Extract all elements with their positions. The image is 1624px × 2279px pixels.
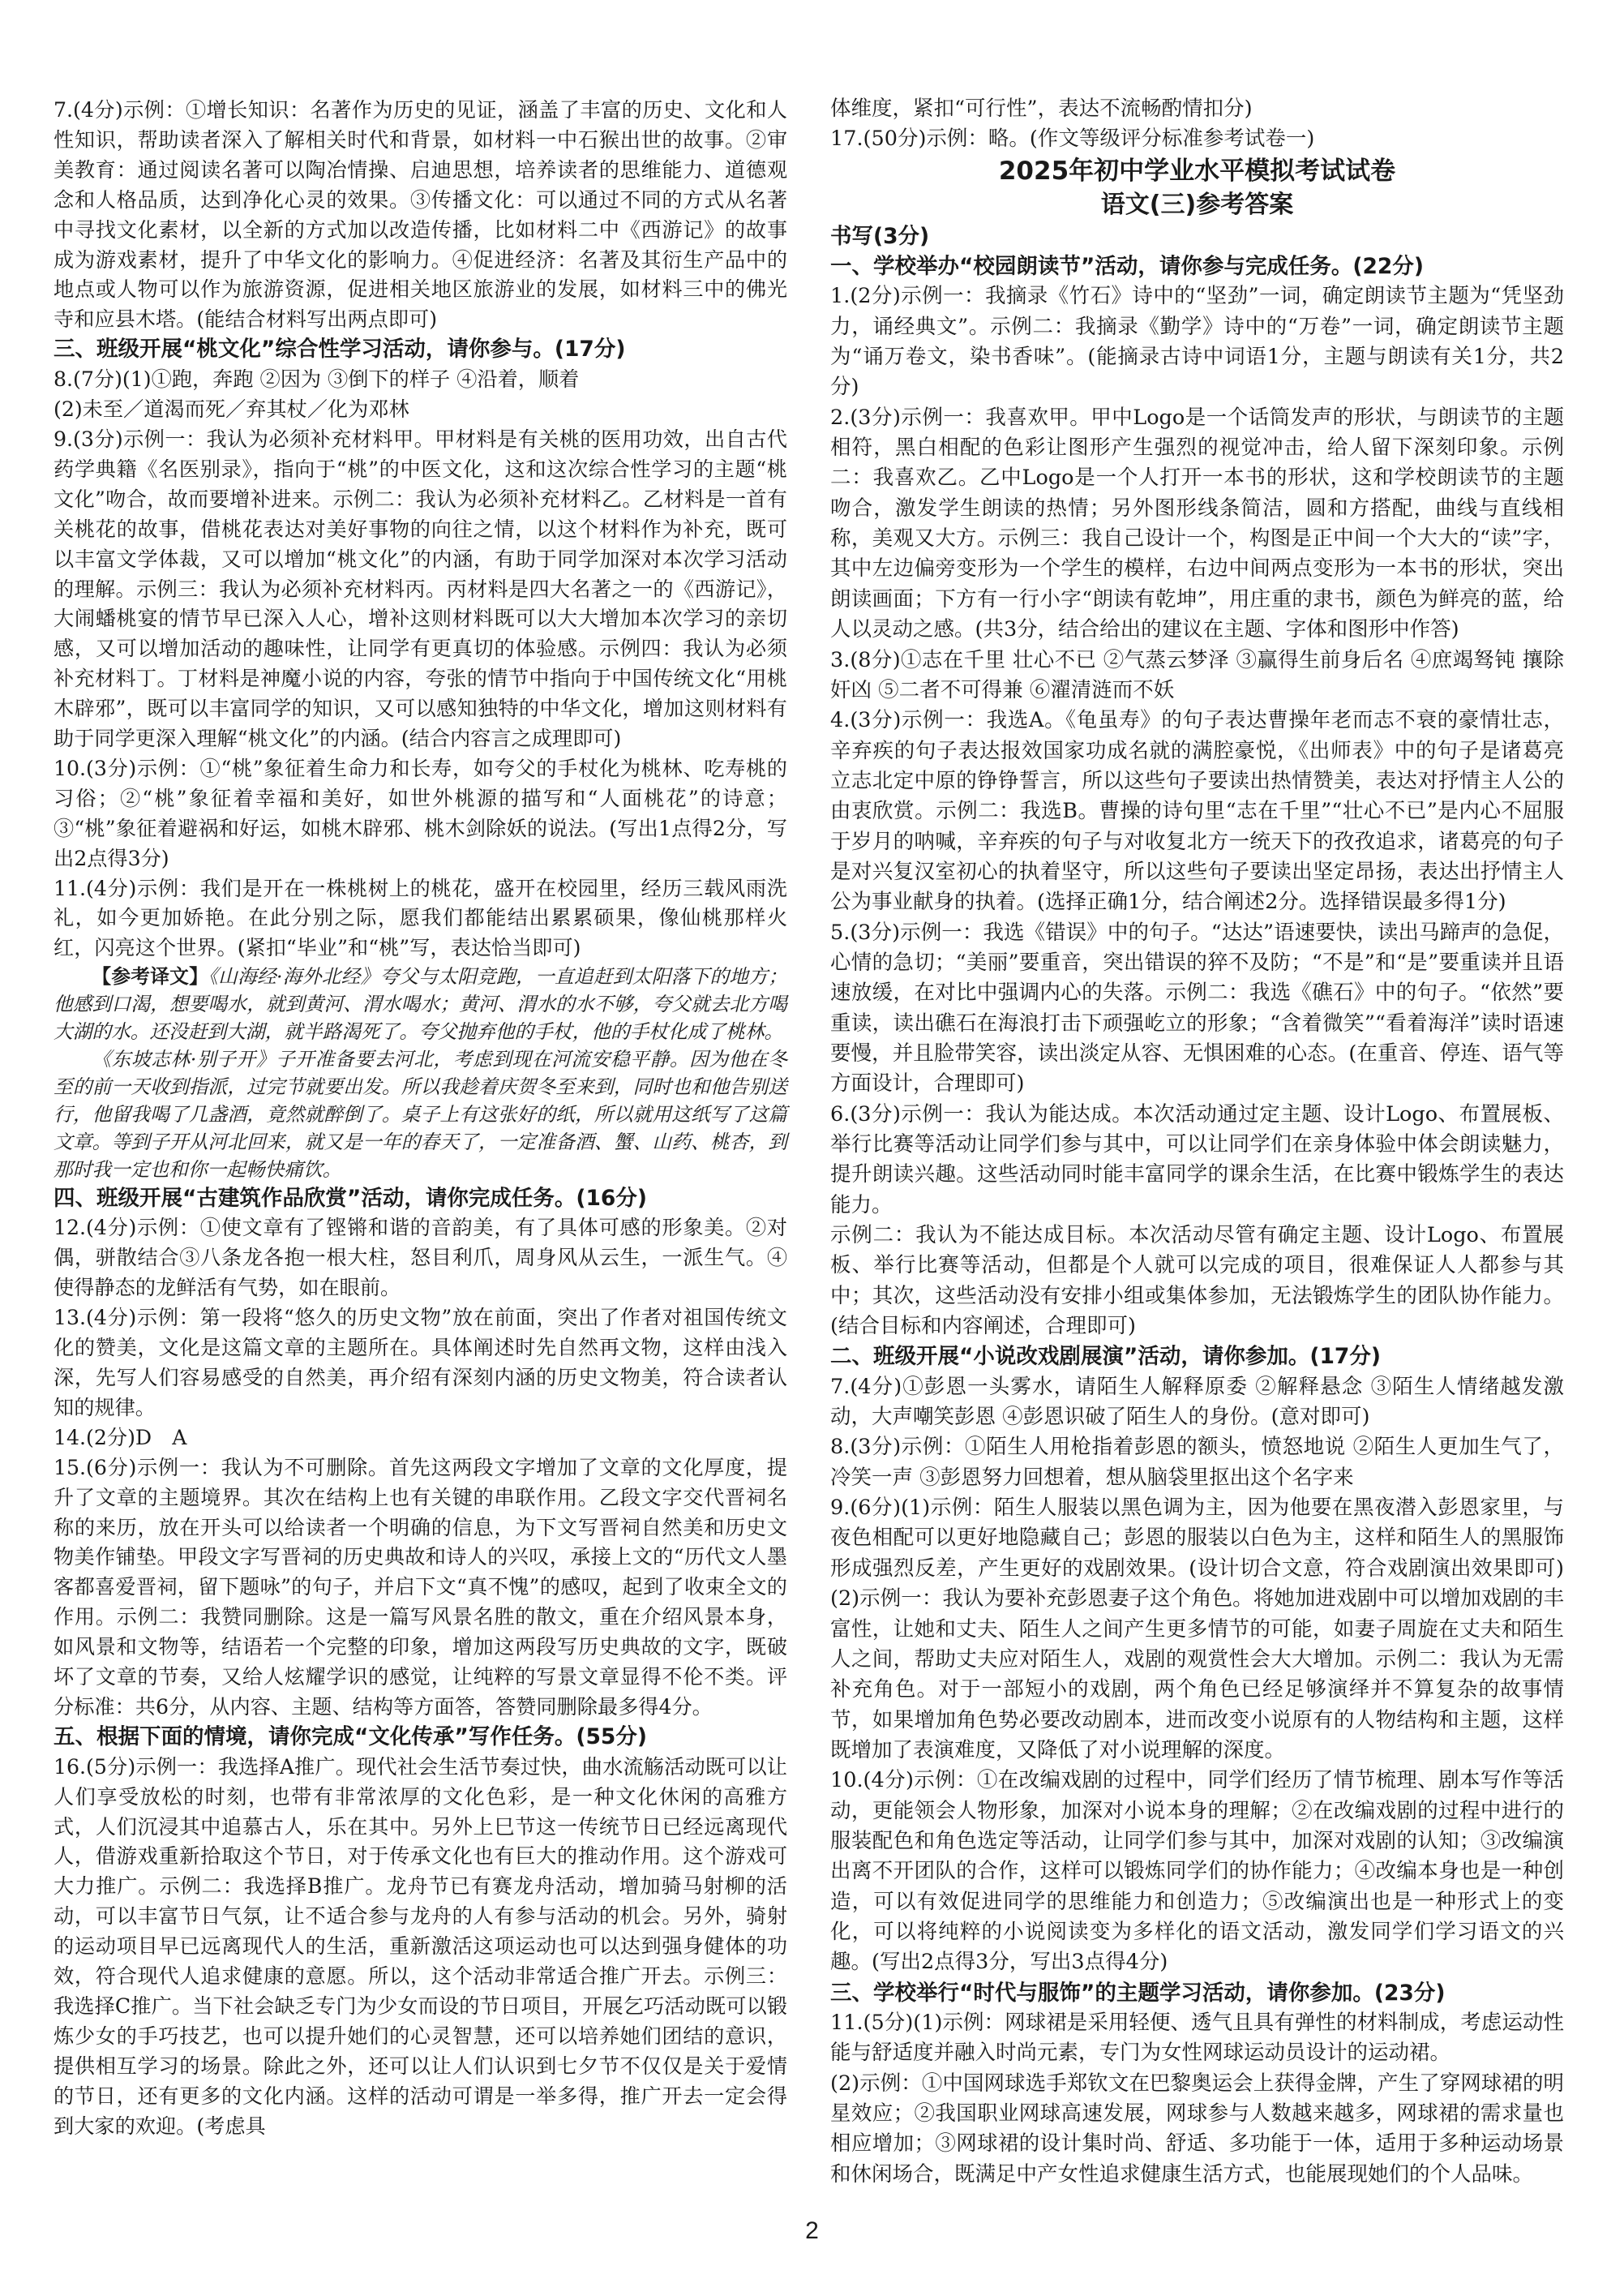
answer-paragraph: 3.(8分)①志在千里 壮心不已 ②气蒸云梦泽 ③赢得生前身后名 ④庶竭驽钝 攘除奸凶 ⑤二者不可得兼 ⑥濯清涟而不妖: [830, 647, 1564, 702]
answer-paragraph: 13.(4分)示例：第一段将“悠久的历史文物”放在前面，突出了作者对祖国传统文化的赞美，文化是这篇文章的主题所在。具体阐述时先自然再文物，这样由浅入深，先写人们容易感受的自然美，再介绍有深刻内涵的历史文物美，符合读者认知的规律。: [54, 1306, 787, 1419]
answer-paragraph: 5.(3分)示例一：我选《错误》中的句子。“达达”语速要快，读出马蹄声的急促，心情的急切；“美丽”要重音，突出错误的猝不及防；“不是”和“是”要重读并且语速放缓，在对比中强调内心的失落。示例二：我选《礁石》中的句子。“依然”要重读，读出礁石在海浪打击下顽强屹立的形象；“含着微笑”“看着海洋”读时语速要慢，并且脸带笑容，读出淡定从容、无惧困难的心态。(在重音、停连、语气等方面设计，合理即可): [830, 920, 1564, 1097]
answer-paragraph: 7.(4分)①彭恩一头雾水，请陌生人解释原委 ②解释悬念 ③陌生人情绪越发激动，大声嘲笑彭恩 ④彭恩识破了陌生人的身份。(意对即可): [830, 1374, 1564, 1430]
answer-paragraph: 示例二：我认为不能达成目标。本次活动尽管有确定主题、设计Logo、布置展板、举行比赛等活动，但都是个人就可以完成的项目，很难保证人人都参与其中；其次，这些活动没有安排小组或集体参加，无法锻炼学生的团队协作能力。(结合目标和内容阐述，合理即可): [830, 1223, 1564, 1339]
section-heading: 一、学校举办“校园朗读节”活动，请你参与完成任务。(22分): [830, 254, 1424, 280]
answer-paragraph: 体维度，紧扣“可行性”，表达不流畅酌情扣分): [830, 97, 1253, 121]
translation-label: 【参考译文】: [92, 965, 209, 989]
right-column: [830, 94, 1564, 2190]
answer-paragraph: 2.(3分)示例一：我喜欢甲。甲中Logo是一个话筒发声的形状，与朗读节的主题相符，黑白相配的色彩让图形产生强烈的视觉冲击，给人留下深刻印象。示例二：我喜欢乙。乙中Logo是一个人打开一本书的形状，这和学校朗读节的主题吻合，激发学生朗读的热情；另外图形线条简洁，圆和方搭配，曲线与直线相称，美观又大方。示例三：我自己设计一个，构图是正中间一个大大的“读”字，其中左边偏旁变形为一个学生的模样，右边中间两点变形为一本书的形状，突出朗读画面；下方有一行小字“朗读有乾坤”，用庄重的隶书，颜色为鲜亮的蓝，给人以灵动之感。(共3分，结合给出的建议在主题、字体和图形中作答): [830, 405, 1564, 642]
answer-subtitle: 语文(三)参考答案: [1100, 190, 1294, 219]
reference-translation: [54, 964, 787, 1046]
answer-paragraph: 17.(50分)示例：略。(作文等级评分标准参考试卷一): [830, 127, 1315, 152]
section-heading: 三、班级开展“桃文化”综合性学习活动，请你参与。(17分): [54, 337, 626, 363]
answer-paragraph: 7.(4分)示例：①增长知识：名著作为历史的见证，涵盖了丰富的历史、文化和人性知识，帮助读者深入了解相关时代和背景，如材料一中石猴出世的故事。②审美教育：通过阅读名著可以陶冶情操、启迪思想，培养读者的思维能力、道德观念和人格品质，达到净化心灵的效果。③传播文化：可以通过不同的方式从名著中寻找文化素材，以全新的方式加以改造传播，比如材料二中《西游记》的故事成为游戏素材，提升了中华文化的影响力。④促进经济：名著及其衍生产品中的地点或人物可以作为旅游资源，促进相关地区旅游业的发展，如材料三中的佛光寺和应县木塔。(能结合材料写出两点即可): [54, 98, 787, 332]
answer-paragraph: 11.(4分)示例：我们是开在一株桃树上的桃花，盛开在校园里，经历三载风雨洗礼，如今更加娇艳。在此分别之际，愿我们都能结出累累硕果，像仙桃那样火红，闪亮这个世界。(紧扣“毕业”和“桃”写，表达恰当即可): [54, 876, 787, 960]
answer-paragraph: 6.(3分)示例一：我认为能达成。本次活动通过定主题、设计Logo、布置展板、举行比赛等活动让同学们参与其中，可以让同学们在亲身体验中体会朗读魅力，提升朗读兴趣。这些活动同时能丰富同学的课余生活，在比赛中锻炼学生的表达能力。: [830, 1101, 1564, 1217]
answer-paragraph: (2)未至／道渴而死／弃其杖／化为邓林: [54, 397, 409, 422]
answer-paragraph: 10.(3分)示例：①“桃”象征着生命力和长寿，如夸父的手杖化为桃林、吃寿桃的习俗；②“桃”象征着幸福和美好，如世外桃源的描写和“人面桃花”的诗意；③“桃”象征着避祸和好运，如桃木辟邪、桃木剑除妖的说法。(写出1点得2分，写出2点得3分): [54, 756, 787, 870]
reference-translation: 《东坡志林·别子开》子开准备要去河北，考虑到现在河流安稳平静。因为他在冬至的前一天收到指派，过完节就要出发。所以我趁着庆贺冬至来到，同时也和他告别送行，他留我喝了几盏酒，竟然就醉倒了。桌子上有这张好的纸，所以就用这纸写了这篇文章。等到子开从河北回来，就又是一年的春天了，一定准备酒、蟹、山药、桃杏，到那时我一定也和你一起畅快痛饮。: [54, 1048, 787, 1181]
section-heading: 书写(3分): [830, 223, 930, 249]
answer-paragraph: 15.(6分)示例一：我认为不可删除。首先这两段文字增加了文章的文化厚度，提升了文章的主题境界。其次在结构上也有关键的串联作用。乙段文字交代晋祠名称的来历，放在开头可以给读者一个明确的信息，为下文写晋祠自然美和历史文物美作铺垫。甲段文字写晋祠的历史典故和诗人的兴叹，承接上文的“历代文人墨客都喜爱晋祠，留下题咏”的句子，并启下文“真不愧”的感叹，起到了收束全文的作用。示例二：我赞同删除。这是一篇写风景名胜的散文，重在介绍风景本身，如风景和文物等，结语若一个完整的印象，增加这两段写历史典故的文字，既破坏了文章的节奏，又给人炫耀学识的感觉，让纯粹的写景文章显得不伦不类。评分标准：共6分，从内容、主题、结构等方面答，答赞同删除最多得4分。: [54, 1455, 787, 1719]
answer-paragraph: 1.(2分)示例一：我摘录《竹石》诗中的“坚劲”一词，确定朗读节主题为“凭坚劲力，诵经典文”。示例二：我摘录《勤学》诗中的“万卷”一词，确定朗读节主题为“诵万卷文，染书香味”。(能摘录古诗中词语1分，主题与朗读有关1分，共2分): [830, 284, 1564, 400]
answer-paragraph: (2)示例：①中国网球选手郑钦文在巴黎奥运会上获得金牌，产生了穿网球裙的明星效应；②我国职业网球高速发展，网球参与人数越来越多，网球裙的需求量也相应增加；③网球裙的设计集时尚、舒适、多功能于一体，适用于多种运动场景和休闲场合，既满足中产女性追求健康生活方式，也能展现她们的个人品味。: [830, 2071, 1564, 2187]
answer-paragraph: 8.(3分)示例：①陌生人用枪指着彭恩的额头，愤怒地说 ②陌生人更加生气了，冷笑一声 ③彭恩努力回想着，想从脑袋里抠出这个名字来: [830, 1435, 1564, 1490]
answer-paragraph: 9.(3分)示例一：我认为必须补充材料甲。甲材料是有关桃的医用功效，出自古代药学典籍《名医别录》，指向于“桃”的中医文化，这和这次综合性学习的主题“桃文化”吻合，故而要增补进来。示例二：我认为必须补充材料乙。乙材料是一首有关桃花的故事，借桃花表达对美好事物的向往之情，以这个材料作为补充，既可以丰富文学体裁，又可以增加“桃文化”的内涵，有助于同学加深对本次学习活动的理解。示例三：我认为必须补充材料丙。丙材料是四大名著之一的《西游记》，大闹蟠桃宴的情节早已深入人心，增补这则材料既可以大大增加本次学习的亲切感，又可以增加活动的趣味性，让同学有更真切的体验感。示例四：我认为必须补充材料丁。丁材料是神魔小说的内容，夸张的情节中指向于中国传统文化“用桃木辟邪”，既可以丰富同学的知识，又可以感知独特的中华文化，增加这则材料有助于同学更深入理解“桃文化”的内涵。(结合内容言之成理即可): [54, 427, 787, 751]
page-number: 2: [805, 2217, 819, 2244]
answer-paragraph: 10.(4分)示例：①在改编戏剧的过程中，同学们经历了情节梳理、剧本写作等活动，更能领会人物形象，加深对小说本身的理解；②在改编戏剧的过程中进行的服装配色和角色选定等活动，让同学们参与其中，加深对戏剧的认知；③改编演出离不开团队的合作，这样可以锻炼同学们的协作能力；④改编本身也是一种创造，可以有效促进同学的思维能力和创造力；⑤改编演出也是一种形式上的变化，可以将纯粹的小说阅读变为多样化的语文活动，激发同学们学习语文的兴趣。(写出2点得3分，写出3点得4分): [830, 1768, 1564, 1975]
answer-paragraph: 4.(3分)示例一：我选A。《龟虽寿》的句子表达曹操年老而志不衰的豪情壮志，辛弃疾的句子表达报效国家功成名就的满腔豪悦，《出师表》中的句子是诸葛亮立志北定中原的铮铮誓言，所以这些句子要读出热情赞美，表达对抒情主人公的由衷欣赏。示例二：我选B。曹操的诗句里“志在千里”“壮心不已”是内心不屈服于岁月的呐喊，辛弃疾的句子与对收复北方一统天下的孜孜追求，诸葛亮的句子是对兴复汉室初心的执着坚守，所以这些句子要读出坚定昂扬，表达出抒情主人公为事业献身的执着。(选择正确1分，结合阐述2分。选择错误最多得1分): [830, 708, 1564, 915]
left-column: [54, 96, 787, 2142]
answer-paragraph: 9.(6分)(1)示例：陌生人服装以黑色调为主，因为他要在黑夜潜入彭恩家里，与夜色相配可以更好地隐藏自己；彭恩的服装以白色为主，这样和陌生人的黑服饰形成强烈反差，产生更好的戏剧效果。(设计切合文意，符合戏剧演出效果即可)(2)示例一：我认为要补充彭恩妻子这个角色。将她加进戏剧中可以增加戏剧的丰富性，让她和丈夫、陌生人之间产生更多情节的可能，如妻子周旋在丈夫和陌生人之间，帮助丈夫应对陌生人，戏剧的观赏性会大大增加。示例二：我认为无需补充角色。对于一部短小的戏剧，两个角色已经足够演绎并不算复杂的故事情节，如果增加角色势必要改动剧本，进而改变小说原有的人物结构和主题，这样既增加了表演难度，又降低了对小说理解的深度。: [830, 1496, 1564, 1762]
section-heading: 三、学校举行“时代与服饰”的主题学习活动，请你参加。(23分): [830, 1980, 1446, 2006]
section-heading: 四、班级开展“古建筑作品欣赏”活动，请你完成任务。(16分): [54, 1185, 647, 1211]
section-heading: 五、根据下面的情境，请你完成“文化传承”写作任务。(55分): [54, 1723, 647, 1749]
section-heading: 二、班级开展“小说改戏剧展演”活动，请你参加。(17分): [830, 1344, 1381, 1370]
answer-paragraph: 12.(4分)示例：①使文章有了铿锵和谐的音韵美，有了具体可感的形象美。②对偶，骈散结合③八条龙各抱一根大柱，怒目利爪，周身风从云生，一派生气。④使得静态的龙鲜活有气势，如在眼前。: [54, 1216, 787, 1300]
translation-text: 《山海经·海外北经》夸父与太阳竞跑，一直追赶到太阳落下的地方；他感到口渴，想要喝水，就到黄河、渭水喝水；黄河、渭水的水不够，夸父就去北方喝大湖的水。还没赶到大湖，就半路渴死了。夸父抛弃他的手杖，他的手杖化成了桃林。: [54, 965, 787, 1044]
answer-paragraph: 16.(5分)示例一：我选择A推广。现代社会生活节奏过快，曲水流觞活动既可以让人们享受放松的时刻，也带有非常浓厚的文化色彩，是一种文化休闲的高雅方式，人们沉浸其中追慕古人，乐在其中。另外上巳节这一传统节日已经远离现代人，借游戏重新拾取这个节日，对于传承文化也有巨大的推动作用。这个游戏可大力推广。示例二：我选择B推广。龙舟节已有赛龙舟活动，增加骑马射柳的活动，可以丰富节日气氛，让不适合参与龙舟的人有参与活动的机会。另外，骑射的运动项目早已远离现代人的生活，重新激活这项运动也可以达到强身健体的功效，符合现代人追求健康的意愿。所以，这个活动非常适合推广开去。示例三：我选择C推广。当下社会缺乏专门为少女而设的节日项目，开展乞巧活动既可以锻炼少女的手巧技艺，也可以提升她们的心灵智慧，还可以培养她们团结的意识，提供相互学习的场景。除此之外，还可以让人们认识到七夕节不仅仅是关于爱情的节日，还有更多的文化内涵。这样的活动可谓是一举多得，推广开去一定会得到大家的欢迎。(考虑具: [54, 1754, 787, 2138]
answer-paragraph: 8.(7分)(1)①跑，奔跑 ②因为 ③倒下的样子 ④沿着，顺着: [54, 367, 580, 392]
answer-title: 2025年初中学业水平模拟考试试卷: [998, 156, 1396, 186]
answer-paragraph: 11.(5分)(1)示例：网球裙是采用轻便、透气且具有弹性的材料制成，考虑运动性能与舒适度并融入时尚元素，专门为女性网球运动员设计的运动裙。: [830, 2010, 1564, 2066]
answer-paragraph: 14.(2分)D A: [54, 1425, 187, 1449]
